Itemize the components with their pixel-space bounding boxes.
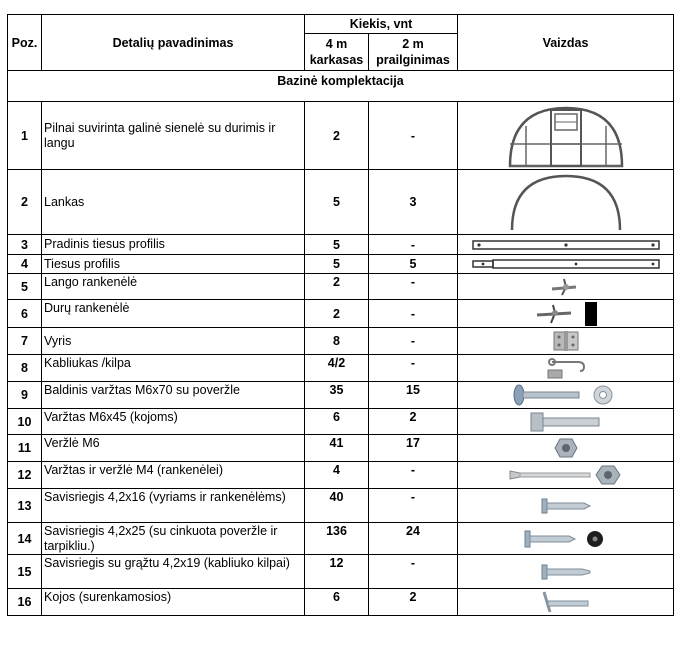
straight-profile-icon xyxy=(471,257,661,271)
row-qty-4m: 4/2 xyxy=(305,355,369,382)
window-handle-icon xyxy=(546,275,586,299)
carriage-bolt-washer-icon xyxy=(511,383,621,407)
row-pos: 5 xyxy=(8,274,42,300)
screw-and-nut-icon xyxy=(506,463,626,487)
row-pos: 6 xyxy=(8,300,42,328)
row-image xyxy=(458,255,674,274)
row-name: Varžtas M6x45 (kojoms) xyxy=(42,409,305,435)
row-image xyxy=(458,462,674,489)
row-name: Pilnai suvirinta galinė sienelė su durimis ir langu xyxy=(42,102,305,170)
row-qty-2m: - xyxy=(369,489,458,523)
row-pos: 13 xyxy=(8,489,42,523)
table-row xyxy=(8,170,674,235)
row-qty-4m: 2 xyxy=(305,274,369,300)
row-image xyxy=(458,489,674,523)
table-row xyxy=(8,102,674,170)
table-row xyxy=(8,300,674,328)
straight-profile-start-icon xyxy=(471,238,661,252)
row-qty-2m: 24 xyxy=(369,523,458,555)
row-pos: 15 xyxy=(8,555,42,589)
header-row-1 xyxy=(8,15,674,34)
hook-loop-icon xyxy=(544,356,588,380)
header-2m xyxy=(369,34,458,71)
header-4m-l1: 4 m xyxy=(325,37,348,51)
row-image xyxy=(458,102,674,170)
row-qty-4m: 2 xyxy=(305,300,369,328)
row-image xyxy=(458,555,674,589)
row-qty-4m: 6 xyxy=(305,589,369,616)
row-qty-4m: 136 xyxy=(305,523,369,555)
table-row xyxy=(8,462,674,489)
table-row xyxy=(8,274,674,300)
row-pos: 10 xyxy=(8,409,42,435)
row-pos: 14 xyxy=(8,523,42,555)
row-qty-4m: 6 xyxy=(305,409,369,435)
row-qty-2m: - xyxy=(369,462,458,489)
row-image xyxy=(458,170,674,235)
row-name: Varžtas ir veržlė M4 (rankenėlei) xyxy=(42,462,305,489)
header-2m-l1: 2 m xyxy=(402,37,424,51)
hex-bolt-icon xyxy=(528,411,604,433)
table-row xyxy=(8,555,674,589)
row-name: Savisriegis su grąžtu 4,2x19 (kabliuko kilpai) xyxy=(42,555,305,589)
table-row xyxy=(8,435,674,462)
parts-table xyxy=(7,14,674,616)
row-qty-4m: 5 xyxy=(305,170,369,235)
row-pos: 1 xyxy=(8,102,42,170)
row-qty-4m: 12 xyxy=(305,555,369,589)
end-wall-with-door-icon xyxy=(506,104,626,168)
table-row xyxy=(8,489,674,523)
row-pos: 16 xyxy=(8,589,42,616)
row-qty-4m: 41 xyxy=(305,435,369,462)
row-pos: 9 xyxy=(8,382,42,409)
table-row xyxy=(8,589,674,616)
row-qty-2m: 15 xyxy=(369,382,458,409)
hex-nut-icon xyxy=(554,437,578,459)
row-qty-4m: 2 xyxy=(305,102,369,170)
arch-icon xyxy=(506,172,626,232)
row-qty-2m: - xyxy=(369,235,458,255)
row-image xyxy=(458,435,674,462)
row-pos: 4 xyxy=(8,255,42,274)
row-name: Pradinis tiesus profilis xyxy=(42,235,305,255)
row-qty-2m: 17 xyxy=(369,435,458,462)
row-name: Kabliukas /kilpa xyxy=(42,355,305,382)
row-qty-2m: - xyxy=(369,274,458,300)
screw-with-washer-icon xyxy=(521,526,611,552)
table-row xyxy=(8,382,674,409)
row-qty-2m: - xyxy=(369,102,458,170)
row-name: Lango rankenėlė xyxy=(42,274,305,300)
header-qty: Kiekis, vnt xyxy=(305,15,458,34)
row-qty-2m: 3 xyxy=(369,170,458,235)
hinge-icon xyxy=(551,329,581,353)
row-image xyxy=(458,409,674,435)
row-image xyxy=(458,274,674,300)
row-name: Vyris xyxy=(42,328,305,355)
row-name: Durų rankenėlė xyxy=(42,300,305,328)
header-pos: Poz. xyxy=(8,15,42,71)
row-pos: 3 xyxy=(8,235,42,255)
section-title: Bazinė komplektacija xyxy=(8,71,674,102)
row-qty-2m: - xyxy=(369,328,458,355)
row-qty-4m: 8 xyxy=(305,328,369,355)
row-pos: 2 xyxy=(8,170,42,235)
row-name: Savisriegis 4,2x16 (vyriams ir rankenėlėms) xyxy=(42,489,305,523)
row-qty-4m: 35 xyxy=(305,382,369,409)
table-row xyxy=(8,523,674,555)
row-name: Tiesus profilis xyxy=(42,255,305,274)
row-name: Baldinis varžtas M6x70 su poveržle xyxy=(42,382,305,409)
row-name: Kojos (surenkamosios) xyxy=(42,589,305,616)
row-image xyxy=(458,235,674,255)
row-pos: 12 xyxy=(8,462,42,489)
table-row xyxy=(8,355,674,382)
section-row xyxy=(8,71,674,102)
self-tapping-screw-icon xyxy=(538,493,594,519)
header-4m-l2: karkasas xyxy=(309,53,364,67)
drill-screw-icon xyxy=(538,559,594,585)
row-pos: 11 xyxy=(8,435,42,462)
row-image xyxy=(458,523,674,555)
row-qty-2m: - xyxy=(369,355,458,382)
table-row xyxy=(8,255,674,274)
row-image xyxy=(458,355,674,382)
row-qty-4m: 4 xyxy=(305,462,369,489)
header-image: Vaizdas xyxy=(458,15,674,71)
row-qty-2m: 2 xyxy=(369,589,458,616)
row-name: Veržlė M6 xyxy=(42,435,305,462)
leg-icon xyxy=(538,590,594,614)
row-pos: 7 xyxy=(8,328,42,355)
header-4m xyxy=(305,34,369,71)
table-row xyxy=(8,235,674,255)
row-image xyxy=(458,300,674,328)
table-row xyxy=(8,328,674,355)
row-name: Savisriegis 4,2x25 (su cinkuota poveržle ir tarpikliu.) xyxy=(42,523,305,555)
row-name: Lankas xyxy=(42,170,305,235)
row-qty-2m: - xyxy=(369,300,458,328)
door-handle-icon xyxy=(531,301,601,327)
header-2m-l2: prailginimas xyxy=(376,53,450,67)
row-qty-2m: 2 xyxy=(369,409,458,435)
row-image xyxy=(458,589,674,616)
table-row xyxy=(8,409,674,435)
row-image xyxy=(458,382,674,409)
row-qty-4m: 40 xyxy=(305,489,369,523)
header-name: Detalių pavadinimas xyxy=(42,15,305,71)
row-qty-2m: 5 xyxy=(369,255,458,274)
row-pos: 8 xyxy=(8,355,42,382)
row-qty-2m: - xyxy=(369,555,458,589)
row-image xyxy=(458,328,674,355)
row-qty-4m: 5 xyxy=(305,255,369,274)
row-qty-4m: 5 xyxy=(305,235,369,255)
